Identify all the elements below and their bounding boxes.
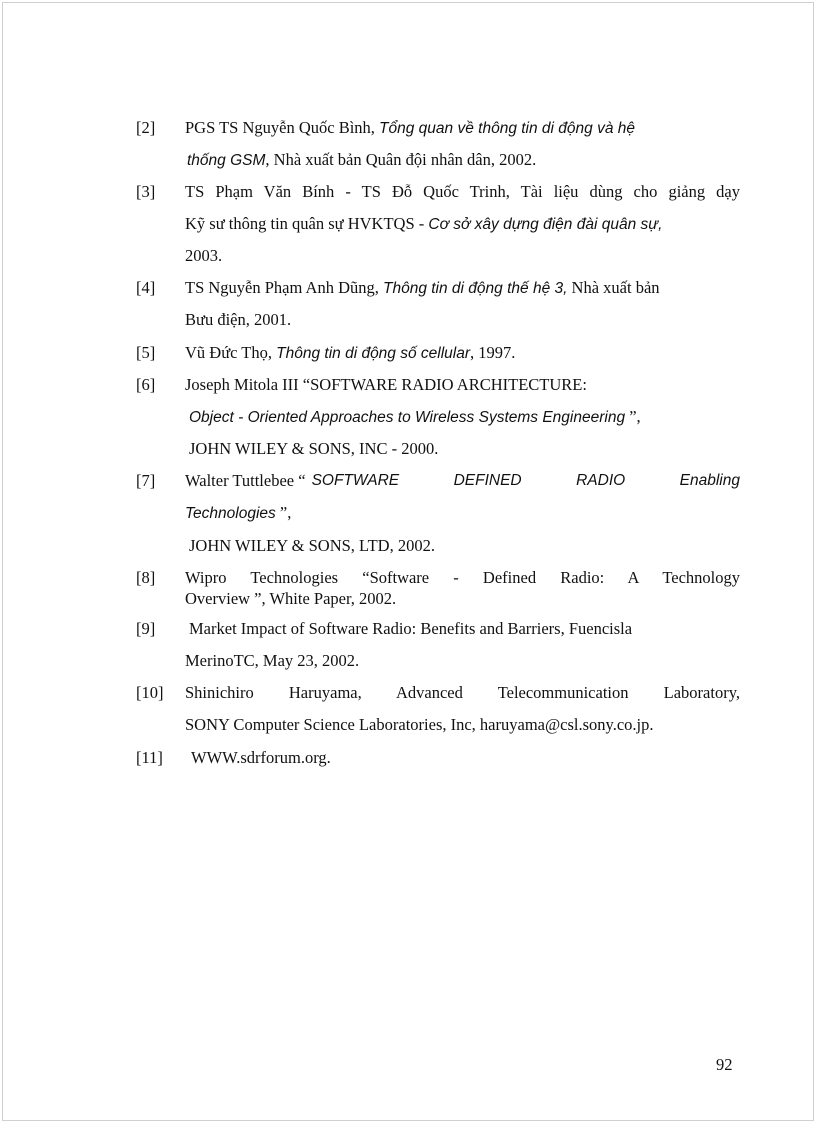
ref-2-title: Tổng quan về thông tin di động và hệ — [379, 120, 635, 137]
ref-7-line-1: Walter Tuttlebee “ SOFTWARE DEFINED RADIO Enabling — [185, 471, 740, 490]
ref-2-line-2: thống GSM, Nhà xuất bản Quân đội nhân dân, 2002. — [187, 150, 537, 169]
ref-number: [10] — [136, 683, 164, 702]
ref-4-line-2: Bưu điện, 2001. — [185, 310, 292, 329]
ref-number: [2] — [136, 118, 156, 137]
ref-number: [3] — [136, 182, 156, 201]
ref-3-line-1: TS Phạm Văn Bính - TS Đỗ Quốc Trinh, Tài liệu dùng cho giảng dạy — [185, 182, 740, 201]
ref-number: [7] — [136, 471, 156, 490]
ref-7-line-3: JOHN WILEY & SONS, LTD, 2002. — [189, 536, 435, 555]
ref-6-line-2: Object - Oriented Approaches to Wireless Systems Engineering ”, — [189, 407, 641, 426]
ref-10-line-2: SONY Computer Science Laboratories, Inc, haruyama@csl.sony.co.jp. — [185, 715, 654, 734]
ref-10-line-1: Shinichiro Haruyama, Advanced Telecommunication Laboratory, — [185, 683, 740, 702]
ref-9-line-1: Market Impact of Software Radio: Benefits and Barriers, Fuencisla — [189, 619, 633, 638]
ref-number: [4] — [136, 278, 156, 297]
ref-5-line-1: Vũ Đức Thọ, Thông tin di động số cellular, 1997. — [185, 343, 516, 362]
ref-11-line-1: WWW.sdrforum.org. — [191, 748, 331, 767]
ref-6-line-3: JOHN WILEY & SONS, INC - 2000. — [189, 439, 439, 458]
ref-9-line-2: MerinoTC, May 23, 2002. — [185, 651, 360, 670]
ref-3-line-3: 2003. — [185, 246, 223, 265]
page-number: 92 — [716, 1055, 733, 1074]
ref-4-line-1: TS Nguyễn Phạm Anh Dũng, Thông tin di động thế hệ 3, Nhà xuất bản — [185, 278, 660, 297]
ref-8-line-2: Overview ”, White Paper, 2002. — [185, 589, 397, 608]
ref-7-line-2: Technologies ”, — [185, 503, 292, 522]
ref-6-line-1: Joseph Mitola III “SOFTWARE RADIO ARCHITECTURE: — [185, 375, 587, 394]
ref-number: [6] — [136, 375, 156, 394]
ref-number: [11] — [136, 748, 163, 767]
ref-number: [5] — [136, 343, 156, 362]
ref-2-line-1: PGS TS Nguyễn Quốc Bình, Tổng quan về thông tin di động và hệ — [185, 118, 635, 137]
ref-number: [9] — [136, 619, 156, 638]
ref-8-line-1: Wipro Technologies “Software - Defined Radio: A Technology — [185, 568, 740, 587]
ref-number: [8] — [136, 568, 156, 587]
ref-3-line-2: Kỹ sư thông tin quân sự HVKTQS - Cơ sở xây dựng điện đài quân sự, — [185, 214, 663, 233]
